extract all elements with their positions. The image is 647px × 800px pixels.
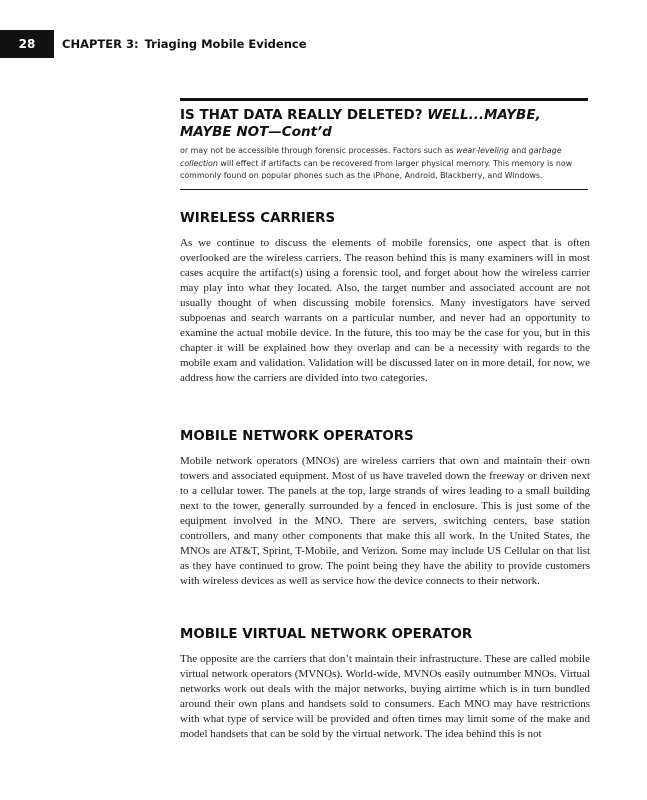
section-body: Mobile network operators (MNOs) are wireless carriers that own and maintain their own towers and associated equipment. Most of us have traveled down the freeway or driven next to a cellular tower. The panels at the top, large strands of wires leading to a small building next to the tower, generally surrounded by a fenced in enclosure. This is just some of the equipment involved in the MNO. There are servers, switching centers, base station controllers, and many other components that make this all work. In the United States, the MNOs are AT&T, Sprint, T-Mobile, and Verizon. Some may include US Cellular on that list as they have continued to grow. The point being they have the ability to provide customers with wireless devices as well as service how the device connects to their network.	[180, 455, 590, 587]
section-heading: MOBILE NETWORK OPERATORS	[180, 429, 414, 444]
section-body: The opposite are the carriers that don’t maintain their infrastructure. These are called mobile virtual network operators (MVNOs). World-wide, MVNOs easily outnumber MNOs. Virtual networks work out deals with the major networks, buying airtime which is in turn bundled around their own plans and handsets sold to consumers. Each MNO may have restrictions with what type of service will be provided and often times may limit some of the make and model handsets that can be sold by the virtual network. The idea behind this is not	[180, 653, 590, 740]
sidebar-box	[180, 98, 588, 190]
section-heading: WIRELESS CARRIERS	[180, 211, 336, 226]
sidebar-text-part: or may not be accessible through forensic processes. Factors such as	[180, 146, 457, 155]
sidebar-text-part: and	[508, 146, 529, 155]
sidebar-title	[180, 107, 588, 141]
section-wireless-carriers	[180, 210, 590, 386]
section-heading: MOBILE VIRTUAL NETWORK OPERATOR	[180, 627, 473, 642]
section-body: As we continue to discuss the elements of mobile forensics, one aspect that is often overlooked are the wireless carriers. The reason behind this is many examiners will in most cases acquire the artifact(s) using a forensic tool, and forget about how the wireless carrier may play into what they located. Also, the target number and associated account are not usually thought of when discussing mobile forensics. Many investigators have served subpoenas and search warrants on a particular number, and never had an opportunity to examine the actual mobile device. In the future, this too may be the case for you, but in this chapter it will be explained how they overlap and can be a necessity with regards to the mobile exam and validation. Validation will be discussed later on in more detail, for now, we address how the carriers are divided into two categories.	[180, 237, 590, 384]
page-number: 28	[18, 37, 36, 51]
sidebar-text-part: will effect if artifacts can be recovered from larger physical memory. This memory is now commonly found on popular phones such as the iPhone, Android, Blackberry, and Windows.	[180, 158, 573, 181]
sidebar-title-italic: WELL...MAYBE, MAYBE NOT—Cont’d	[180, 107, 541, 140]
sidebar-text-term: wear-leveling	[456, 146, 509, 155]
sidebar-text	[180, 145, 588, 183]
running-head	[62, 30, 307, 58]
chapter-title: Triaging Mobile Evidence	[144, 37, 307, 51]
sidebar-title-main: IS THAT DATA REALLY DELETED?	[180, 107, 428, 123]
sidebar-text-term: garbage collection	[180, 146, 562, 168]
section-mobile-network-operators	[180, 428, 590, 589]
chapter-label: CHAPTER 3:	[62, 37, 139, 51]
section-mobile-virtual-network-operator	[180, 626, 590, 742]
